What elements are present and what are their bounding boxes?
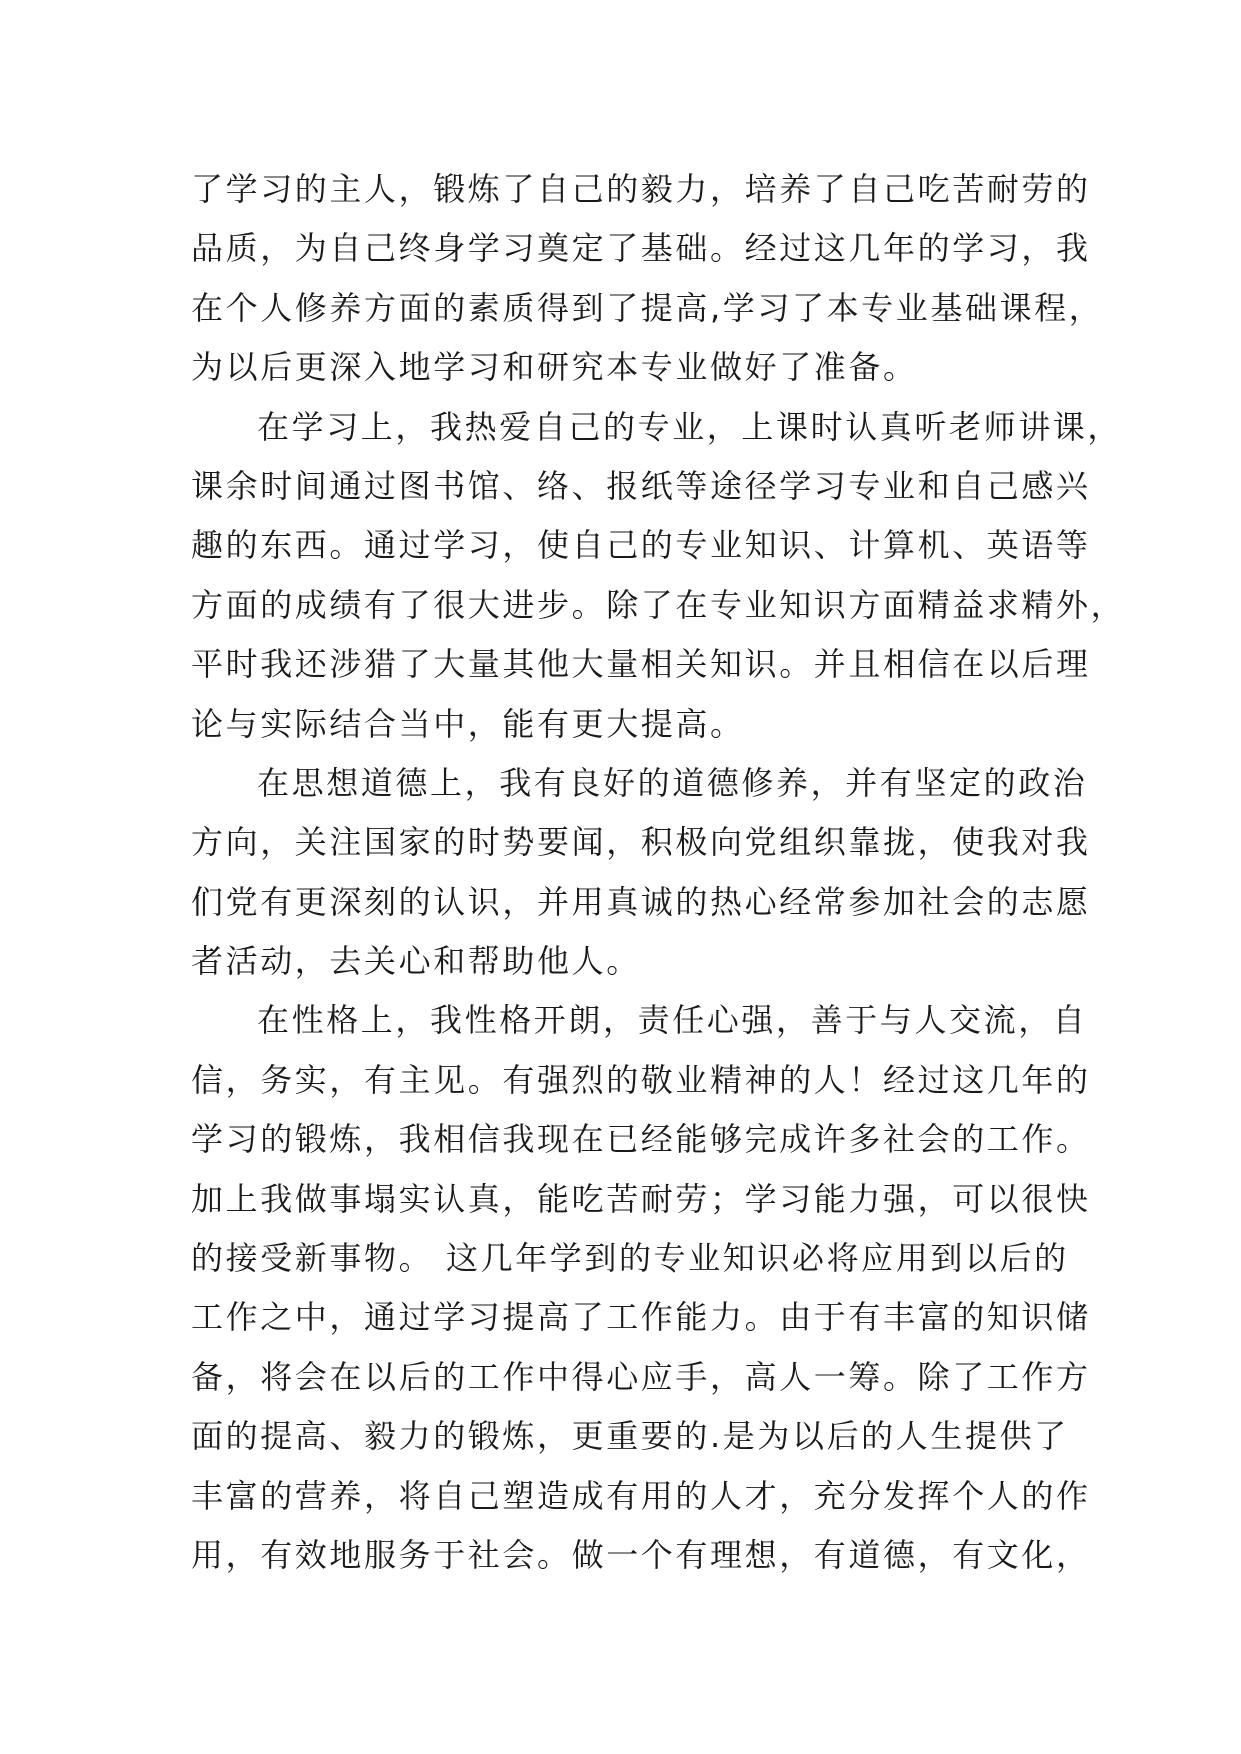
text-line: 信，务实，有主见。有强烈的敬业精神的人！经过这几年的 [191,1060,1091,1099]
text-line: 的接受新事物。 这几年学到的专业知识必将应用到以后的 [191,1239,1069,1278]
text-line: 加上我做事塌实认真，能吃苦耐劳；学习能力强，可以很快 [191,1179,1091,1218]
text-line: 为以后更深入地学习和研究本专业做好了准备。 [191,348,918,387]
text-line: 方向，关注国家的时势要闻，积极向党组织靠拢，使我对我 [191,823,1091,862]
text-line: 了学习的主人，锻炼了自己的毅力，培养了自己吃苦耐劳的 [191,170,1091,208]
paragraph-start-line: 在学习上，我热爱自己的专业，上课时认真听老师讲课， [257,407,1123,446]
text-line: 课余时间通过图书馆、络、报纸等途径学习专业和自己感兴 [191,466,1091,505]
text-line: 用，有效地服务于社会。做一个有理想，有道德，有文化， [191,1535,1091,1574]
text-line: 们党有更深刻的认识，并用真诚的热心经常参加社会的志愿 [191,882,1091,921]
text-line: 品质，为自己终身学习奠定了基础。经过这几年的学习，我 [191,229,1091,268]
text-line: 论与实际结合当中，能有更大提高。 [191,704,745,743]
text-line: 面的提高、毅力的锻炼，更重要的.是为以后的人生提供了 [191,1417,1069,1456]
text-line: 者活动，去关心和帮助他人。 [191,942,641,981]
text-line: 备，将会在以后的工作中得心应手，高人一筹。除了工作方 [191,1357,1091,1396]
text-line: 方面的成绩有了很大进步。除了在专业知识方面精益求精外， [191,585,1126,624]
body-text [191,160,1126,1585]
text-line: 学习的锻炼，我相信我现在已经能够完成许多社会的工作。 [191,1120,1091,1159]
text-line: 平时我还涉猎了大量其他大量相关知识。并且相信在以后理 [191,645,1091,684]
paragraph-start-line: 在性格上，我性格开朗，责任心强，善于与人交流，自 [257,1001,1088,1040]
text-line: 在个人修养方面的素质得到了提高,学习了本专业基础课程， [191,288,1104,327]
paragraph-start-line: 在思想道德上，我有良好的道德修养，并有坚定的政治 [257,763,1088,802]
text-line: 丰富的营养，将自己塑造成有用的人才，充分发挥个人的作 [191,1476,1091,1515]
text-line: 工作之中，通过学习提高了工作能力。由于有丰富的知识储 [191,1298,1091,1337]
text-line: 趣的东西。通过学习，使自己的专业知识、计算机、英语等 [191,526,1091,565]
